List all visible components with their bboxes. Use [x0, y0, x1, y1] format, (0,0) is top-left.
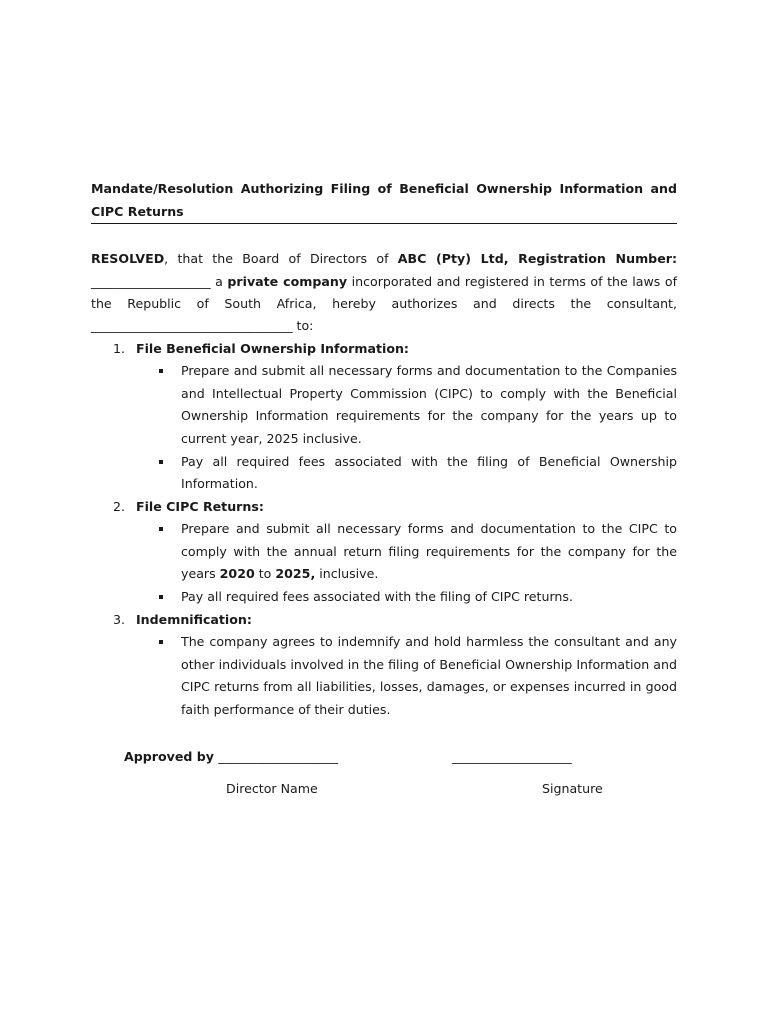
section-2 [91, 496, 677, 609]
section-1-items [91, 360, 677, 496]
resolution-text-4: to: [292, 318, 314, 334]
section-list [91, 338, 677, 722]
registration-number-blank: ___________________ [91, 273, 211, 289]
list-item: Prepare and submit all necessary forms and documentation to the Companies and Intellectual Property Commission (CIPC) to comply with the Beneficial Ownership Information requirements for the company for the years up to current year, 2025 inclusive. [91, 360, 677, 450]
section-3-items [91, 631, 677, 721]
section-heading: Indemnification: [136, 611, 252, 627]
document-body [91, 178, 677, 721]
list-item: Pay all required fees associated with the filing of CIPC returns. [91, 586, 677, 609]
section-heading: File Beneficial Ownership Information: [136, 340, 409, 356]
square-bullet-icon [159, 460, 163, 464]
resolution-text-2: a [210, 273, 228, 289]
list-item: The company agrees to indemnify and hold harmless the consultant and any other individuals involved in the filing of Beneficial Ownership Information and CIPC returns from all liabilities, losses, damages, or expenses incurred in good faith performance of their duties. [91, 631, 677, 721]
square-bullet-icon [159, 595, 163, 599]
consultant-name-blank: ________________________________ [91, 318, 293, 334]
document-title: Mandate/Resolution Authorizing Filing of Beneficial Ownership Information and CIPC Returns [91, 178, 677, 224]
signature-label: Signature [542, 781, 603, 796]
signature-line: ___________________ [452, 749, 572, 764]
director-name-label: Director Name [226, 781, 318, 796]
resolution-text-3: incorporated and registered in terms of the laws of the Republic of South Africa, hereby authorizes and directs the consultant, [91, 273, 678, 311]
square-bullet-icon [159, 527, 163, 531]
year-from: 2020 [219, 566, 255, 582]
section-heading: File CIPC Returns: [136, 498, 264, 514]
approved-by-line: ___________________ [218, 749, 339, 764]
square-bullet-icon [159, 640, 163, 644]
section-number: 2. [113, 498, 126, 514]
private-company: private company [227, 273, 348, 289]
section-1 [91, 338, 677, 496]
section-3 [91, 609, 677, 722]
section-number: 1. [113, 340, 126, 356]
year-to: 2025, [275, 566, 316, 582]
approved-by-label: Approved by ___________________ [124, 749, 339, 764]
list-item: Pay all required fees associated with the filing of Beneficial Ownership Information. [91, 451, 677, 496]
approval-block [124, 746, 624, 806]
resolution-paragraph [91, 248, 677, 338]
list-item: Prepare and submit all necessary forms and documentation to the CIPC to comply with the annual return filing requirements for the company for the years 2020 to 2025, inclusive. [91, 518, 677, 586]
square-bullet-icon [159, 369, 163, 373]
resolution-text-1: , that the Board of Directors of [164, 251, 398, 267]
company-registration: ABC (Pty) Ltd, Registration Number: [397, 251, 677, 267]
section-2-items [91, 518, 677, 608]
section-number: 3. [113, 611, 126, 627]
resolved-word: RESOLVED [91, 251, 165, 267]
